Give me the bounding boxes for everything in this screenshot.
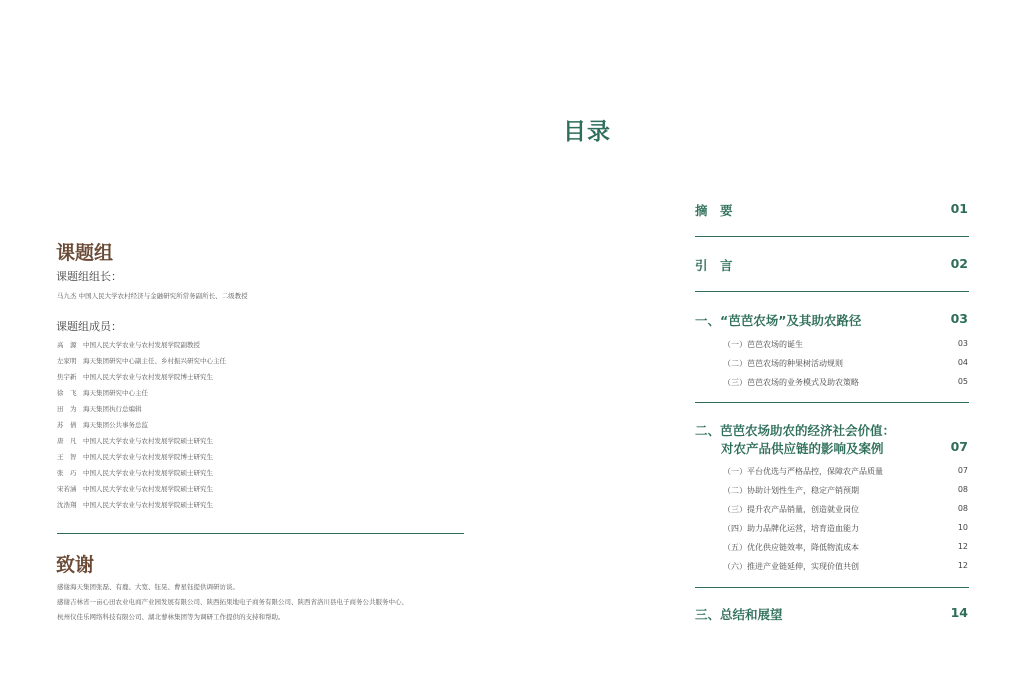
member-role: 海天集团研究中心副主任、乡村振兴研究中心主任 [83, 357, 226, 365]
toc-divider [695, 291, 969, 292]
member-role: 中国人民大学农业与农村发展学院硕士研究生 [83, 485, 213, 493]
toc-divider [695, 236, 969, 237]
member-name: 宋若涵 [57, 485, 77, 493]
member-row [57, 452, 213, 461]
toc-item-page: 07 [957, 466, 968, 475]
toc-page: 02 [950, 256, 968, 271]
toc-item-page: 03 [957, 339, 968, 348]
members-label: 课题组成员： [56, 320, 122, 333]
toc-item[interactable]: （五）优化供应链效率，降低物流成本 [723, 543, 859, 552]
ack-line: 感谢海天集团张磊、有鹿、大宽、钰晃、曹星钰提供调研访谈。 [57, 583, 239, 591]
member-name: 焦宇新 [57, 373, 77, 381]
toc-item[interactable]: （六）推进产业链延伸，实现价值共创 [723, 562, 859, 571]
ack-title: 致谢 [56, 554, 95, 576]
member-row [57, 356, 226, 365]
ack-line: 杭州仪佳乐网络科技有限公司、湖北蓼林集团等为调研工作提供的支持和帮助。 [57, 613, 285, 621]
left-divider [57, 533, 464, 534]
member-name: 王 智 [57, 453, 77, 461]
toc-item-page: 12 [957, 561, 968, 570]
toc-item[interactable]: （一）芭芭农场的诞生 [723, 340, 803, 349]
member-name: 苏 倩 [57, 421, 77, 429]
member-name: 徐 飞 [57, 389, 77, 397]
member-role: 海天集团研究中心主任 [83, 389, 148, 397]
member-role: 中国人民大学农业与农村发展学院硕士研究生 [83, 437, 213, 445]
toc-item-page: 04 [957, 358, 968, 367]
member-name: 张 巧 [57, 469, 77, 477]
member-row [57, 388, 148, 397]
toc-item[interactable]: （四）助力品牌化运营，培育造血能力 [723, 524, 859, 533]
toc-item[interactable]: （三）提升农产品销量，创造就业岗位 [723, 505, 859, 514]
member-role: 海天集团公共事务总监 [83, 421, 148, 429]
member-row [57, 436, 213, 445]
toc-item[interactable]: （二）芭芭农场的种果树活动规则 [723, 359, 843, 368]
member-name: 左家明 [57, 357, 77, 365]
ack-line: 感谢吉林省一亩心田农业电商产业园发展有限公司、陕西拓果地电子商务有限公司、陕西省洛川县电子商务公共服务中心、 [57, 598, 408, 606]
toc-item-page: 10 [957, 523, 968, 532]
member-row [57, 500, 213, 509]
toc-heading-intro[interactable]: 引 言 [695, 258, 733, 273]
toc-divider [695, 402, 969, 403]
team-title: 课题组 [56, 242, 114, 264]
toc-item[interactable]: （三）芭芭农场的业务模式及助农策略 [723, 378, 859, 387]
member-role: 中国人民大学农业与农村发展学院博士研究生 [83, 453, 213, 461]
leader-line: 马九杰 中国人民大学农村经济与金融研究所常务副所长、二级教授 [57, 292, 248, 300]
toc-page: 14 [950, 605, 968, 620]
member-role: 中国人民大学农业与农村发展学院副教授 [83, 341, 200, 349]
leader-label: 课题组组长： [56, 270, 122, 283]
member-row [57, 484, 213, 493]
member-row [57, 372, 213, 381]
toc-heading-section-2-line2[interactable]: 对农产品供应链的影响及案例 [721, 441, 884, 456]
toc-heading-section-3[interactable]: 三、总结和展望 [695, 607, 783, 622]
toc-heading-section-1[interactable]: 一、“芭芭农场”及其助农路径 [695, 313, 862, 328]
member-role: 中国人民大学农业与农村发展学院博士研究生 [83, 373, 213, 381]
member-name: 唐 凡 [57, 437, 77, 445]
toc-item-page: 08 [957, 485, 968, 494]
toc-page: 07 [950, 439, 968, 454]
toc-item-page: 08 [957, 504, 968, 513]
member-role: 中国人民大学农业与农村发展学院硕士研究生 [83, 501, 213, 509]
toc-divider [695, 587, 969, 588]
toc-heading-abstract[interactable]: 摘 要 [695, 203, 733, 218]
member-name: 高 源 [57, 341, 77, 349]
toc-title: 目录 [563, 119, 611, 145]
member-row [57, 404, 142, 413]
member-name: 田 为 [57, 405, 77, 413]
member-row [57, 420, 148, 429]
member-role: 海天集团执行总编辑 [83, 405, 142, 413]
toc-item-page: 05 [957, 377, 968, 386]
toc-page: 03 [950, 311, 968, 326]
toc-item-page: 12 [957, 542, 968, 551]
member-row [57, 468, 213, 477]
member-name: 沈浩翔 [57, 501, 77, 509]
toc-item[interactable]: （一）平台优选与严格品控，保障农产品质量 [723, 467, 883, 476]
member-row [57, 340, 200, 349]
toc-item[interactable]: （二）协助计划性生产，稳定产销预期 [723, 486, 859, 495]
toc-heading-section-2[interactable]: 二、芭芭农场助农的经济社会价值： [695, 423, 896, 438]
member-role: 中国人民大学农业与农村发展学院硕士研究生 [83, 469, 213, 477]
toc-page: 01 [950, 201, 968, 216]
